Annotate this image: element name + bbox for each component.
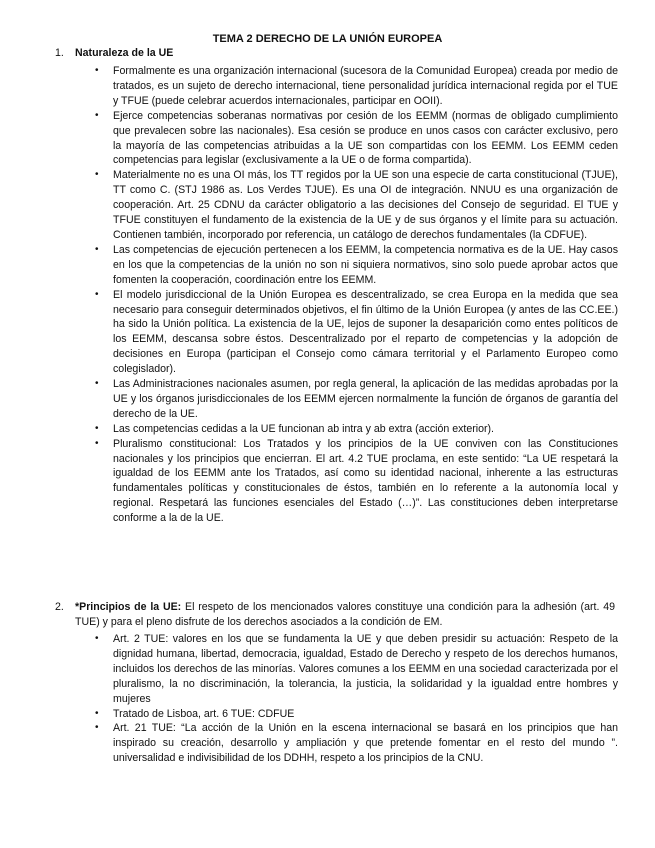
bullet-icon: • [95, 65, 99, 76]
list-item: • Formalmente es una organización internacional (sucesora de la Comunidad Europea) creada por medio de tratados, es un sujeto de derecho internacional, tiene personalidad jurídica internacional regida por el TUE y TFUE (puede celebrar acuerdos internacionales, participar en OOII). [95, 65, 618, 107]
list-item: • Materialmente no es una OI más, los TT regidos por la UE son una especie de carta constitucional (TJUE), TT como C. (STJ 1986 as. Los Verdes TJUE). Es una OI de integración. NNUU es una organización de cooperación. Art. 25 CDNU da carácter obligatorio a las decisiones del Consejo de seguridad. El TUE y TFUE constituyen el fundamento de la existencia de la UE y de sus órganos y el límite para su actuación. Contienen también, incorporado por referencia, un catálogo de derechos fundamentales (la CDFUE). [95, 169, 618, 241]
bullet-icon: • [95, 109, 99, 121]
list-item: • Art. 2 TUE: valores en los que se fundamenta la UE y que deben presidir su actuación: Respeto de la dignidad humana, libertad, democracia, igualdad, Estado de Derecho y respeto de los derechos humanos, incluidos los derechos de las minorías. Valores comunes a los EEMM en una sociedad caracterizada por el pluralismo, la no discriminación, la tolerancia, la justicia, la solidaridad y la igualdad entre hombres y mujeres [95, 633, 618, 705]
section-number: 2. [55, 601, 64, 613]
section-1-bullet-list [95, 64, 618, 526]
section-title: *Principios de la UE: [75, 601, 182, 613]
bullet-icon: • [95, 633, 99, 644]
list-item: • Las competencias cedidas a la UE funcionan ab intra y ab extra (acción exterior). [95, 422, 494, 435]
list-item: • Tratado de Lisboa, art. 6 TUE: CDFUE [95, 707, 295, 720]
list-item: • Las competencias de ejecución pertenecen a los EEMM, la competencia normativa es de la UE. Hay casos en los que la competencias de la unión no son ni siquiera normativos, sino solo puede aprobar actos que fomenten la cooperación, coordinación entre los EEMM. [95, 243, 618, 286]
bullet-icon: • [95, 378, 99, 390]
list-item: • Las Administraciones nacionales asumen, por regla general, la aplicación de las medidas aprobadas por la UE y los órganos jurisdiccionales de los EEMM ejercen normalmente la función de órganos de garantía del derecho de la UE. [95, 378, 618, 420]
list-item: • Art. 21 TUE: “La acción de la Unión en la escena internacional se basará en los principios que han inspirado su creación, desarrollo y ampliación y que pretende fomentar en el resto del mundo ”. universalidad e indivisibilidad de los DDHH, respeto a los principios de la CNU. [95, 722, 618, 765]
bullet-icon: • [95, 169, 99, 181]
section-number: 1. [55, 47, 64, 59]
list-item: • El modelo jurisdiccional de la Unión Europea es descentralizado, se crea Europa en la medida que sea necesario para conseguir determinados objetivos, el fin último de la Unión Europea (y antes de las CC.EE.) ha sido la Unión política. La existencia de la UE, lejos de suponer la desaparición como entes políticos de los EEMM, descansa sobre éstos. Descentralizado por el reparto de competencias y la adopción de decisiones en Europa (participan el Consejo como cámara territorial y el Parlamento Europeo como colegislador). [95, 288, 618, 376]
section-intro-text: El respeto de los mencionados valores constituye una condición para la adhesión (art. 49 TUE) y para el pleno disfrute de los derechos asociados a la condición de EM. [75, 601, 615, 628]
bullet-icon: • [95, 422, 99, 434]
page-title: TEMA 2 DERECHO DE LA UNIÓN EUROPEA [212, 33, 443, 45]
bullet-icon: • [95, 437, 99, 449]
bullet-icon: • [95, 707, 99, 719]
list-item: • Ejerce competencias soberanas normativas por cesión de los EEMM (normas de obligado cumplimiento que prevalecen sobre las nacionales). Esa cesión se produce en unos casos con carácter exclusivo, pero la mayoría de las competencias atribuidas a la UE son compartidas con los EEMM. Los EEMM ceden competencias para legislar (exclusivamente a la UE o de forma compartida). [95, 109, 618, 167]
section-title: Naturaleza de la UE [75, 47, 174, 59]
bullet-icon: • [95, 243, 99, 255]
bullet-icon: • [95, 288, 99, 300]
bullet-icon: • [95, 722, 99, 734]
list-item: • Pluralismo constitucional: Los Tratados y los principios de la UE conviven con las Constituciones nacionales y los principios que encierran. El art. 4.2 TUE proclama, en este sentido: “La UE respetará la igualdad de los EEMM ante los Tratados, así como su identidad nacional, inherente a las estructuras fundamentales políticas y constitucionales de éstos, también en lo referente a la autonomía local y regional. Respetará las funciones esenciales del Estado (…)”. Las constituciones deben interpretarse conforme a la de la UE. [95, 437, 618, 525]
section-2-bullet-list [95, 632, 618, 766]
